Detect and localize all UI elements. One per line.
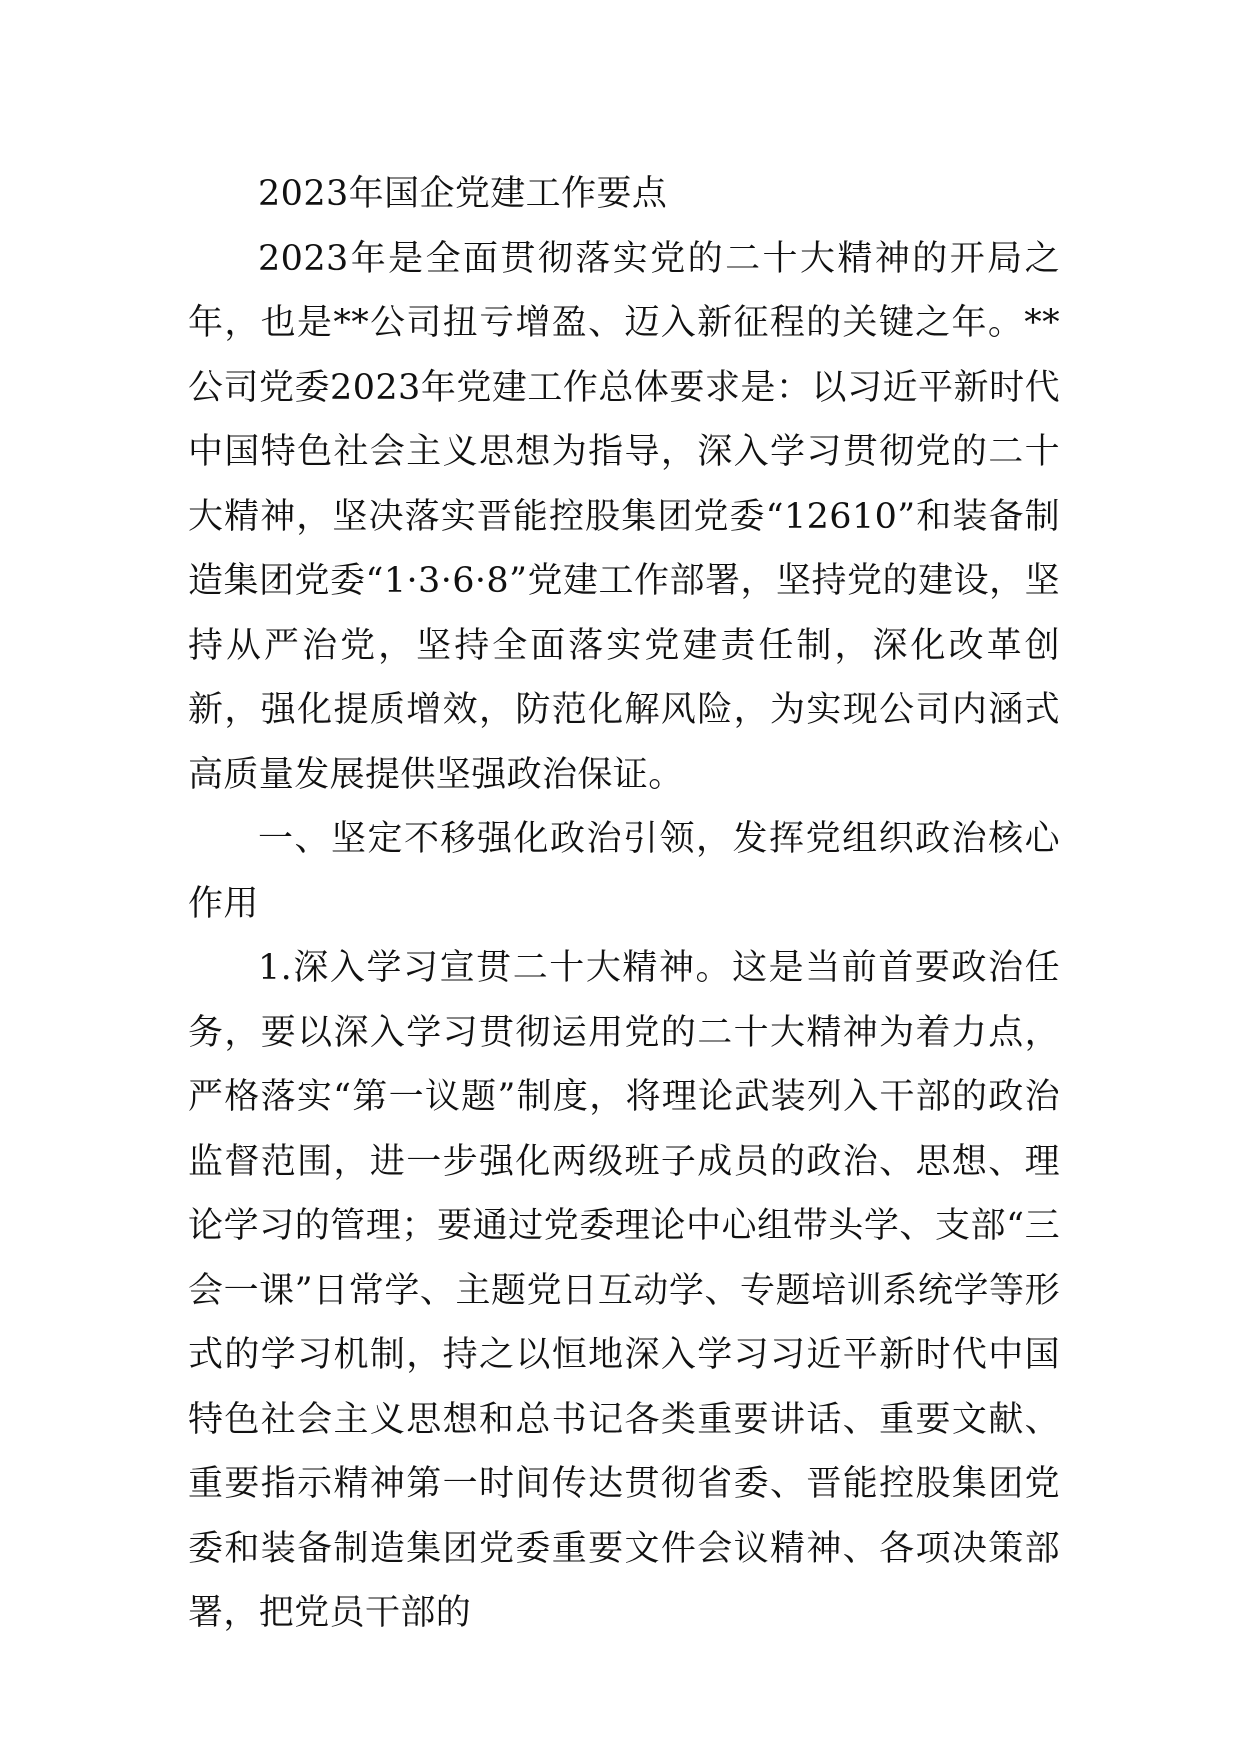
document-title: 2023年国企党建工作要点 [258,174,668,214]
item-one-paragraph: 1.深入学习宣贯二十大精神。这是当前首要政治任务，要以深入学习贯彻运用党的二十大精神为着力点，严格落实“第一议题”制度，将理论武装列入干部的政治监督范围，进一步强化两级班子成员的政治、思想、理论学习的管理；要通过党委理论中心组带头学、支部“三会一课”日常学、主题党日互动学、专题培训系统学等形式的学习机制，持之以恒地深入学习习近平新时代中国特色社会主义思想和总书记各类重要讲话、重要文献、重要指示精神第一时间传达贯彻省委、晋能控股集团党委和装备制造集团党委重要文件会议精神、各项决策部署，把党员干部的 [188,948,1060,1633]
section-one-heading: 一、坚定不移强化政治引领，发挥党组织政治核心作用 [188,819,1060,924]
intro-paragraph: 2023年是全面贯彻落实党的二十大精神的开局之年，也是**公司扭亏增盈、迈入新征程的关键之年。**公司党委2023年党建工作总体要求是：以习近平新时代中国特色社会主义思想为指导，深入学习贯彻党的二十大精神，坚决落实晋能控股集团党委“12610”和装备制造集团党委“1·3·6·8”党建工作部署，坚持党的建设，坚持从严治党，坚持全面落实党建责任制，深化改革创新，强化提质增效，防范化解风险，为实现公司内涵式高质量发展提供坚强政治保证。 [188,238,1060,795]
document-body [188,162,1060,1646]
